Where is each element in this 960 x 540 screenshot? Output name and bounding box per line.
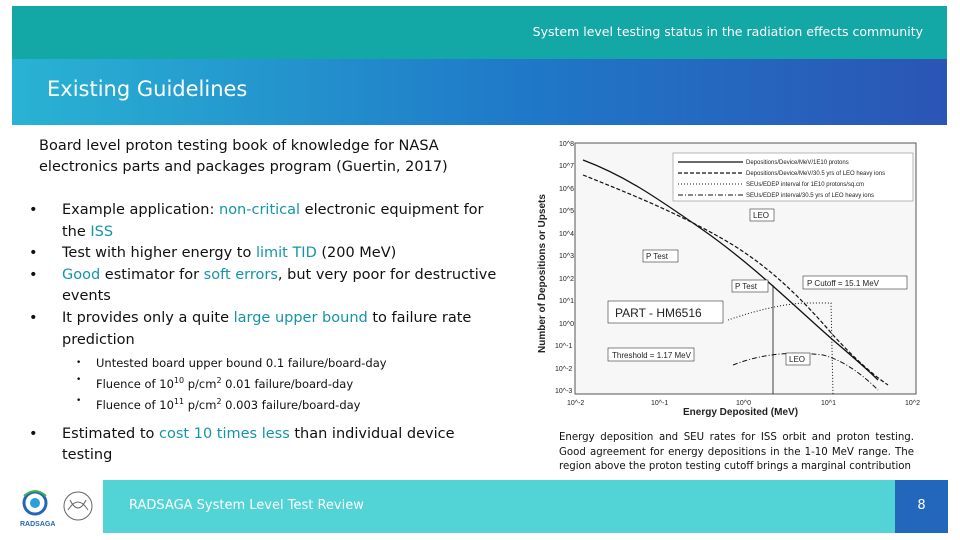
superscript: 11 [173,396,185,406]
p-cutoff-label: P Cutoff = 15.1 MeV [807,279,879,288]
bullet-dot-icon: • [29,425,38,442]
sub-bullet-item [29,393,499,414]
slide-title: Existing Guidelines [47,77,248,101]
title-banner [12,59,947,125]
presentation-subtitle: System level testing status in the radiation effects community [532,24,923,39]
bullet-dot-icon: • [29,266,38,283]
footer-logos [18,486,98,532]
superscript: 2 [216,376,222,386]
sub-bullet-text: Fluence of 10 [96,376,174,391]
x-tick-label: 10^0 [736,400,751,407]
y-tick-label: 10^-3 [555,388,573,395]
p-test-label: P Test [735,282,757,291]
bullet-highlight: Good [62,266,101,283]
bullet-text: estimator for [100,266,204,283]
bullet-item [29,265,499,308]
figure-caption: Energy deposition and SEU rates for ISS orbit and proton testing. Good agreement for energy depositions in the 1-10 MeV range. The region above the proton testing cutoff brings a marginal contribution [559,432,914,473]
bullet-text: Estimated to [62,425,160,442]
bullet-text: Example application: [62,202,219,218]
superscript: 2 [216,396,222,406]
sub-bullet-item [29,355,499,372]
superscript: 10 [173,376,185,386]
y-tick-label: 10^6 [559,186,574,193]
x-tick-label: 10^2 [905,400,920,407]
page-number-box [895,480,948,533]
bullet-highlight: soft errors [203,266,278,283]
y-tick-label: 10^0 [559,321,574,328]
x-tick-label: 10^-2 [567,400,585,407]
bullet-text: to failure rate prediction [62,309,472,348]
sub-bullet-item [29,372,499,393]
y-tick-label: 10^7 [559,163,574,170]
bullet-text: than individual device testing [62,425,455,464]
footer-bar [103,480,895,533]
top-banner [12,6,947,59]
threshold-label: Threshold = 1.17 MeV [612,351,691,360]
leo-label: LEO [789,355,806,364]
leo-label: LEO [753,211,770,220]
y-tick-label: 10^8 [559,141,574,148]
bullet-item [29,243,499,265]
bullet-highlight: ISS [90,223,114,240]
radsaga-logo-icon [20,491,55,528]
legend-entry: Depositions/Device/MeV/30.5 yrs of LEO heavy ions [746,171,886,177]
legend-entry: SEUs/EDEP interval/30.5 yrs of LEO heavy ions [746,193,874,199]
bullet-highlight: cost 10 times less [159,425,290,442]
y-tick-label: 10^2 [559,276,574,283]
energy-deposition-plot [533,135,931,420]
y-tick-label: 10^3 [559,253,574,260]
eu-logo-icon [64,492,92,520]
sub-bullet-list [29,355,499,414]
legend [673,153,913,201]
legend-entry: Depositions/Device/MeV/1E10 protons [746,160,849,166]
bullet-text: It provides only a quite [62,309,234,326]
bullet-highlight: large upper bound [233,309,368,326]
part-label: PART - HM6516 [615,306,702,320]
radsaga-logo-text: RADSAGA [20,521,56,528]
bullet-text: Test with higher energy to [62,245,256,262]
bullet-highlight: non-critical [219,202,301,218]
bullet-item [29,424,499,467]
y-axis-label: Number of Depositions or Upsets [537,194,548,353]
sub-bullet-text: p/cm [184,397,217,412]
bullet-text: , but very poor for destructive events [62,266,497,305]
y-tick-label: 10^-2 [555,366,573,373]
bullet-dot-icon: • [76,395,82,406]
bullet-text: (200 MeV) [316,245,397,262]
bullet-list [29,200,499,467]
sub-bullet-text: Untested board upper bound 0.1 failure/board-day [96,356,387,371]
y-tick-label: 10^5 [559,208,574,215]
intro-text: Board level proton testing book of knowledge for NASA electronics parts and packages program (Guertin, 2017) [39,138,448,175]
bullet-dot-icon: • [29,202,38,218]
bullet-text: electronic equipment for the [62,202,484,240]
x-axis-label: Energy Deposited (MeV) [683,407,799,418]
x-tick-label: 10^1 [821,400,836,407]
y-tick-label: 10^1 [559,298,574,305]
y-tick-label: 10^4 [559,231,574,238]
sub-bullet-text: 0.01 failure/board-day [221,376,354,391]
bullet-dot-icon: • [29,309,38,326]
x-tick-label: 10^-1 [651,400,669,407]
bullet-dot-icon: • [76,375,82,386]
bullet-item [29,308,499,351]
legend-entry: SEUs/EDEP interval for 1E10 protons/sq.cm [746,182,864,188]
bullet-dot-icon: • [76,358,82,369]
sub-bullet-text: p/cm [184,376,217,391]
bullet-dot-icon: • [29,245,38,262]
bullet-highlight: limit TID [255,245,317,262]
sub-bullet-text: 0.003 failure/board-day [221,397,361,412]
sub-bullet-text: Fluence of 10 [96,397,174,412]
page-number: 8 [917,498,926,513]
y-tick-label: 10^-1 [555,343,573,350]
bullet-item [29,200,499,243]
p-test-label: P Test [646,252,668,261]
footer-text: RADSAGA System Level Test Review [129,498,364,513]
